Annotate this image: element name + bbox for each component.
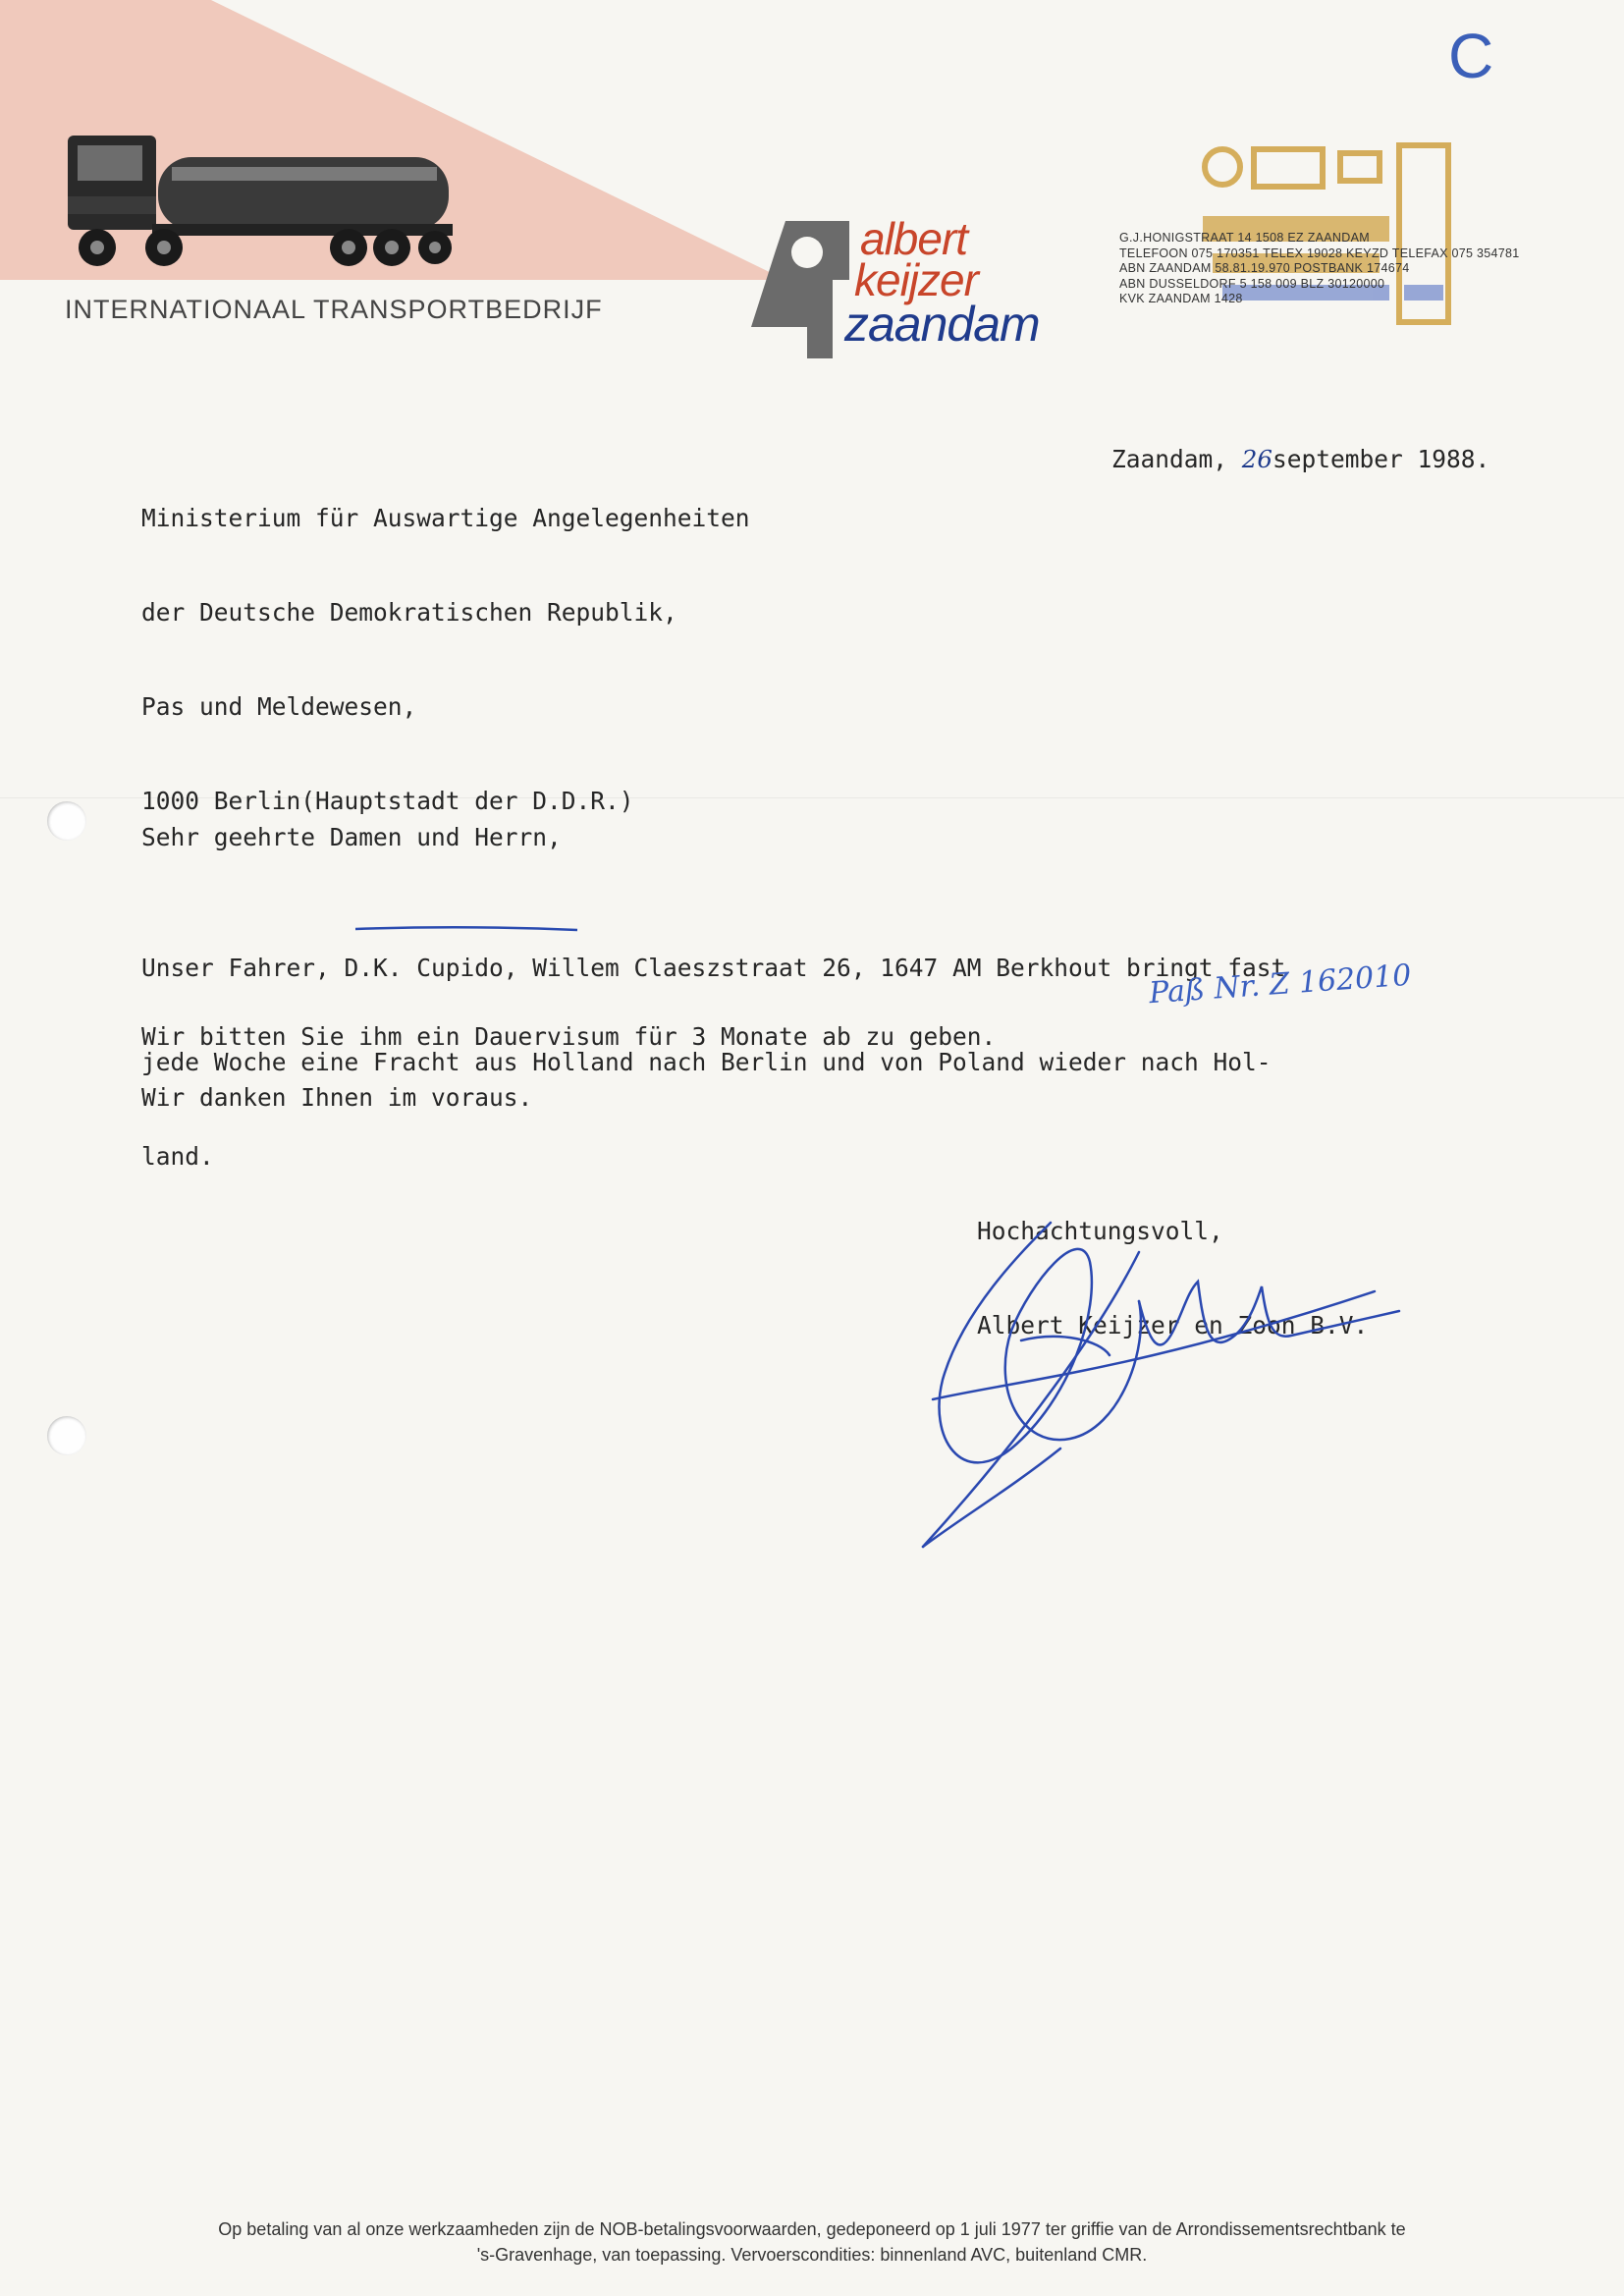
recipient-line: 1000 Berlin(Hauptstadt der D.D.R.) xyxy=(141,787,634,815)
punch-hole-top xyxy=(47,801,86,841)
company-contact-block xyxy=(1119,231,1520,307)
company-bank-line: ABN ZAANDAM 58.81.19.970 POSTBANK 174674 xyxy=(1119,261,1410,275)
company-tagline: INTERNATIONAAL TRANSPORTBEDRIJF xyxy=(65,295,603,324)
recipient-address xyxy=(141,440,750,848)
logo-word-albert: albert xyxy=(860,213,968,264)
date-day-handwritten: 26 xyxy=(1241,445,1272,473)
date-place: Zaandam, xyxy=(1111,445,1242,473)
legal-footer xyxy=(59,2216,1565,2268)
body-line: Unser Fahrer, D.K. Cupido, Willem Claeszstraat 26, 1647 AM Berkhout bringt fast xyxy=(141,954,1286,982)
handwritten-signature xyxy=(903,1193,1434,1566)
punch-hole-bottom xyxy=(47,1416,86,1455)
closing-line: Hochachtungsvoll, xyxy=(977,1217,1223,1245)
letter-date xyxy=(1111,444,1489,475)
company-logo-mark xyxy=(746,211,854,368)
company-bank-line-2: ABN DUSSELDORF 5 158 009 BLZ 30120000 xyxy=(1119,276,1385,291)
logo-word-zaandam: zaandam xyxy=(844,296,1040,352)
date-month-year: september 1988. xyxy=(1272,445,1490,473)
company-address-line: G.J.HONIGSTRAAT 14 1508 EZ ZAANDAM xyxy=(1119,231,1370,245)
salutation: Sehr geehrte Damen und Herrn, xyxy=(141,823,562,851)
footer-line: 's-Gravenhage, van toepassing. Vervoerscondities: binnenland AVC, buitenland CMR. xyxy=(476,2245,1148,2265)
logo-word-keijzer: keijzer xyxy=(854,254,978,306)
company-kvk-line: KVK ZAANDAM 1428 xyxy=(1119,292,1243,305)
paper-fold-line xyxy=(0,797,1624,798)
body-paragraph-3: Wir danken Ihnen im voraus. xyxy=(141,1083,533,1112)
handwritten-underline xyxy=(353,923,579,935)
footer-line: Op betaling van al onze werkzaamheden zijn de NOB-betalingsvoorwaarden, gedeponeerd op 1 juli 1977 ter griffie van de Arrondissementsrechtbank te xyxy=(218,2219,1406,2239)
tanker-truck-illustration xyxy=(54,118,457,285)
handwritten-corner-mark: C xyxy=(1448,21,1494,91)
closing-line: Albert Keijzer en Zoon B.V. xyxy=(977,1311,1369,1339)
body-line: jede Woche eine Fracht aus Holland nach Berlin und von Poland wieder nach Hol- xyxy=(141,1048,1272,1076)
body-paragraph-2: Wir bitten Sie ihm ein Dauervisum für 3 Monate ab zu geben. xyxy=(141,1022,997,1051)
handwritten-passport-note: Paß Nr. Z 162010 xyxy=(1148,957,1413,1011)
recipient-line: der Deutsche Demokratischen Republik, xyxy=(141,598,677,627)
recipient-line: Pas und Meldewesen, xyxy=(141,692,417,721)
company-phone-line: TELEFOON 075 170351 TELEX 19028 KEYZD TELEFAX 075 354781 xyxy=(1119,246,1520,260)
body-line: land. xyxy=(141,1142,214,1171)
company-logo-wordmark xyxy=(844,213,1040,352)
recipient-line: Ministerium für Auswartige Angelegenheiten xyxy=(141,504,750,532)
